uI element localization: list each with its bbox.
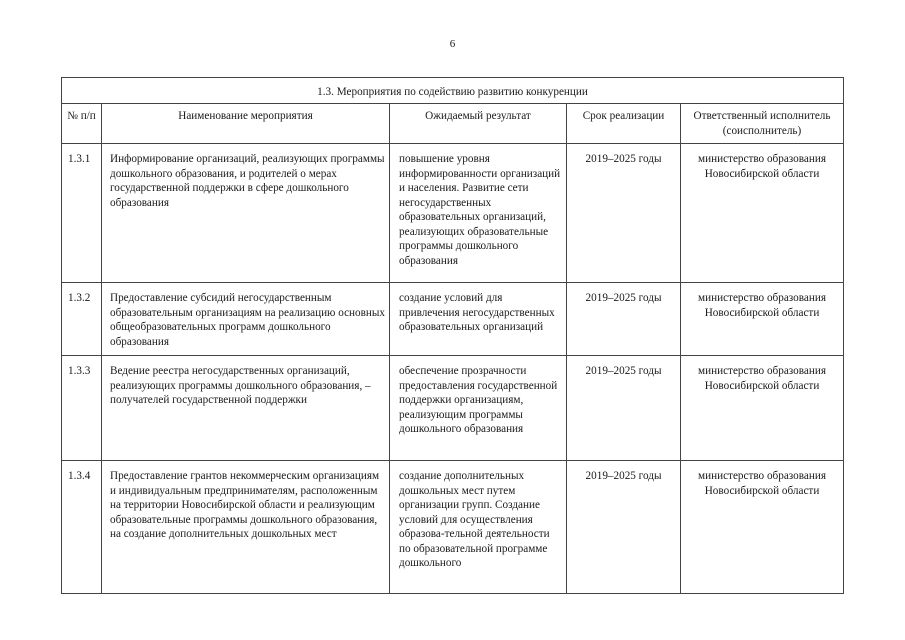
row-name: Информирование организаций, реализующих программы дошкольного образования, и родителей о мерах государственной поддержки в сфере дошкольного образования (102, 144, 390, 283)
row-responsible: министерство образования Новосибирской области (681, 283, 844, 356)
row-num: 1.3.3 (62, 356, 102, 461)
row-term: 2019–2025 годы (567, 356, 681, 461)
row-responsible: министерство образования Новосибирской области (681, 144, 844, 283)
row-result: повышение уровня информированности организаций и населения. Развитие сети негосударственных образовательных организаций, реализующих образовательные программы дошкольного образования (390, 144, 567, 283)
header-responsible: Ответственный исполнитель (соисполнитель) (681, 104, 844, 144)
row-term: 2019–2025 годы (567, 461, 681, 594)
table-row (62, 461, 844, 594)
row-result: обеспечение прозрачности предоставления государственной поддержки организациям, реализующим программы дошкольного образования (390, 356, 567, 461)
row-num: 1.3.2 (62, 283, 102, 356)
row-responsible: министерство образования Новосибирской области (681, 461, 844, 594)
row-num: 1.3.1 (62, 144, 102, 283)
row-term: 2019–2025 годы (567, 144, 681, 283)
row-name: Ведение реестра негосударственных организаций, реализующих программы дошкольного образования, – получателей государственной поддержки (102, 356, 390, 461)
table-header-row (62, 104, 844, 144)
header-term: Срок реализации (567, 104, 681, 144)
header-result: Ожидаемый результат (390, 104, 567, 144)
row-name: Предоставление грантов некоммерческим организациям и индивидуальным предпринимателям, расположенным на территории Новосибирской области и реализующим образовательные программы дошкольного образования, на создание дополнительных дошкольных мест (102, 461, 390, 594)
table-row (62, 356, 844, 461)
measures-table (61, 77, 844, 594)
header-name: Наименование мероприятия (102, 104, 390, 144)
row-responsible: министерство образования Новосибирской области (681, 356, 844, 461)
row-result: создание условий для привлечения негосударственных образовательных организаций (390, 283, 567, 356)
header-num: № п/п (62, 104, 102, 144)
row-num: 1.3.4 (62, 461, 102, 594)
row-name: Предоставление субсидий негосударственным образовательным организациям на реализацию основных общеобразовательных программ дошкольного образования (102, 283, 390, 356)
table-row (62, 283, 844, 356)
table-row (62, 144, 844, 283)
row-term: 2019–2025 годы (567, 283, 681, 356)
page-number: 6 (449, 38, 456, 50)
row-result: создание дополнительных дошкольных мест путем организации групп. Создание условий для осуществления образова-тельной деятельности по образовательной программе дошкольного (390, 461, 567, 594)
section-title: 1.3. Мероприятия по содействию развитию конкуренции (62, 78, 844, 104)
